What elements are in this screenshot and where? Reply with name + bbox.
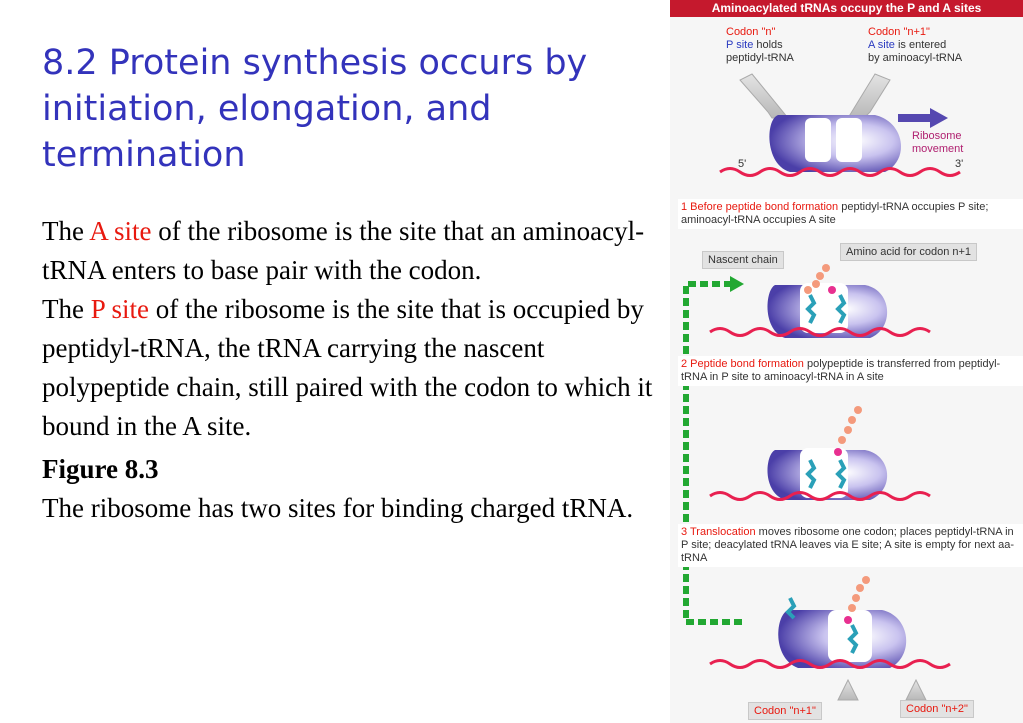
figure-header: Aminoacylated tRNAs occupy the P and A sites: [670, 0, 1023, 17]
body-text: [42, 212, 657, 528]
slide-title: 8.2 Protein synthesis occurs by initiation, elongation, and termination: [42, 43, 588, 175]
p-site-paragraph: [42, 290, 657, 446]
step2-caption: 2 Peptide bond formation polypeptide is transferred from peptidyl-tRNA in P site to aminoacyl-tRNA in A site: [678, 356, 1023, 386]
amino-acid-label: Amino acid for codon n+1: [840, 243, 977, 261]
ribosome-figure: [670, 0, 1023, 723]
p-site-term: P site: [90, 294, 149, 324]
three-prime-label: 3': [955, 158, 964, 170]
a-site-paragraph: [42, 212, 657, 290]
a-site-pocket-1: [836, 118, 862, 162]
leaving-trna-4: [788, 598, 794, 618]
panel-3: [710, 406, 930, 500]
p-site-pocket-1: [805, 118, 831, 162]
panel-1: [720, 74, 960, 176]
codon-arrow-right: [906, 680, 926, 700]
figure-label: Figure 8.3: [42, 454, 159, 484]
nascent-chain-label: Nascent chain: [702, 251, 784, 269]
a-site-label: Codon "n+1" A site is entered by aminoacyl-tRNA: [868, 26, 963, 64]
movement-arrow: [898, 108, 948, 128]
p-site-arrow: [740, 74, 788, 118]
codon-arrow-left: [838, 680, 858, 700]
panel-4: [710, 576, 950, 700]
codon-n1-label: Codon "n+1": [748, 702, 822, 720]
p-site-label: Codon "n" P site holds peptidyl-tRNA: [726, 26, 794, 64]
para2-prefix: The: [42, 294, 91, 324]
a-site-term: A site: [89, 216, 152, 246]
para1-text: of the ribosome is the site that an aminoacyl-tRNA enters to base pair with the codon.: [42, 216, 645, 285]
panel-2: [710, 264, 930, 338]
codon-n2-label: Codon "n+2": [900, 700, 974, 718]
figure-caption: The ribosome has two sites for binding charged tRNA.: [42, 493, 634, 523]
para1-prefix: The: [42, 216, 90, 246]
ribosome-1: [769, 115, 901, 172]
five-prime-label: 5': [738, 158, 747, 170]
movement-label: Ribosome movement: [912, 130, 964, 155]
para2-text: of the ribosome is the site that is occupied by peptidyl-tRNA, the tRNA carrying the nascent polypeptide chain, still paired with the codon to which it bound in the A site.: [42, 294, 653, 441]
a-site-arrow: [848, 74, 890, 118]
step1-caption: 1 Before peptide bond formation peptidyl-tRNA occupies P site; aminoacyl-tRNA occupies A site: [678, 199, 1023, 229]
step3-caption: 3 Translocation moves ribosome one codon; places peptidyl-tRNA in P site; deacylated tRNA leaves via E site; A site is empty for next aa-tRNA: [678, 524, 1023, 567]
cycle-arrowhead: [730, 276, 744, 292]
